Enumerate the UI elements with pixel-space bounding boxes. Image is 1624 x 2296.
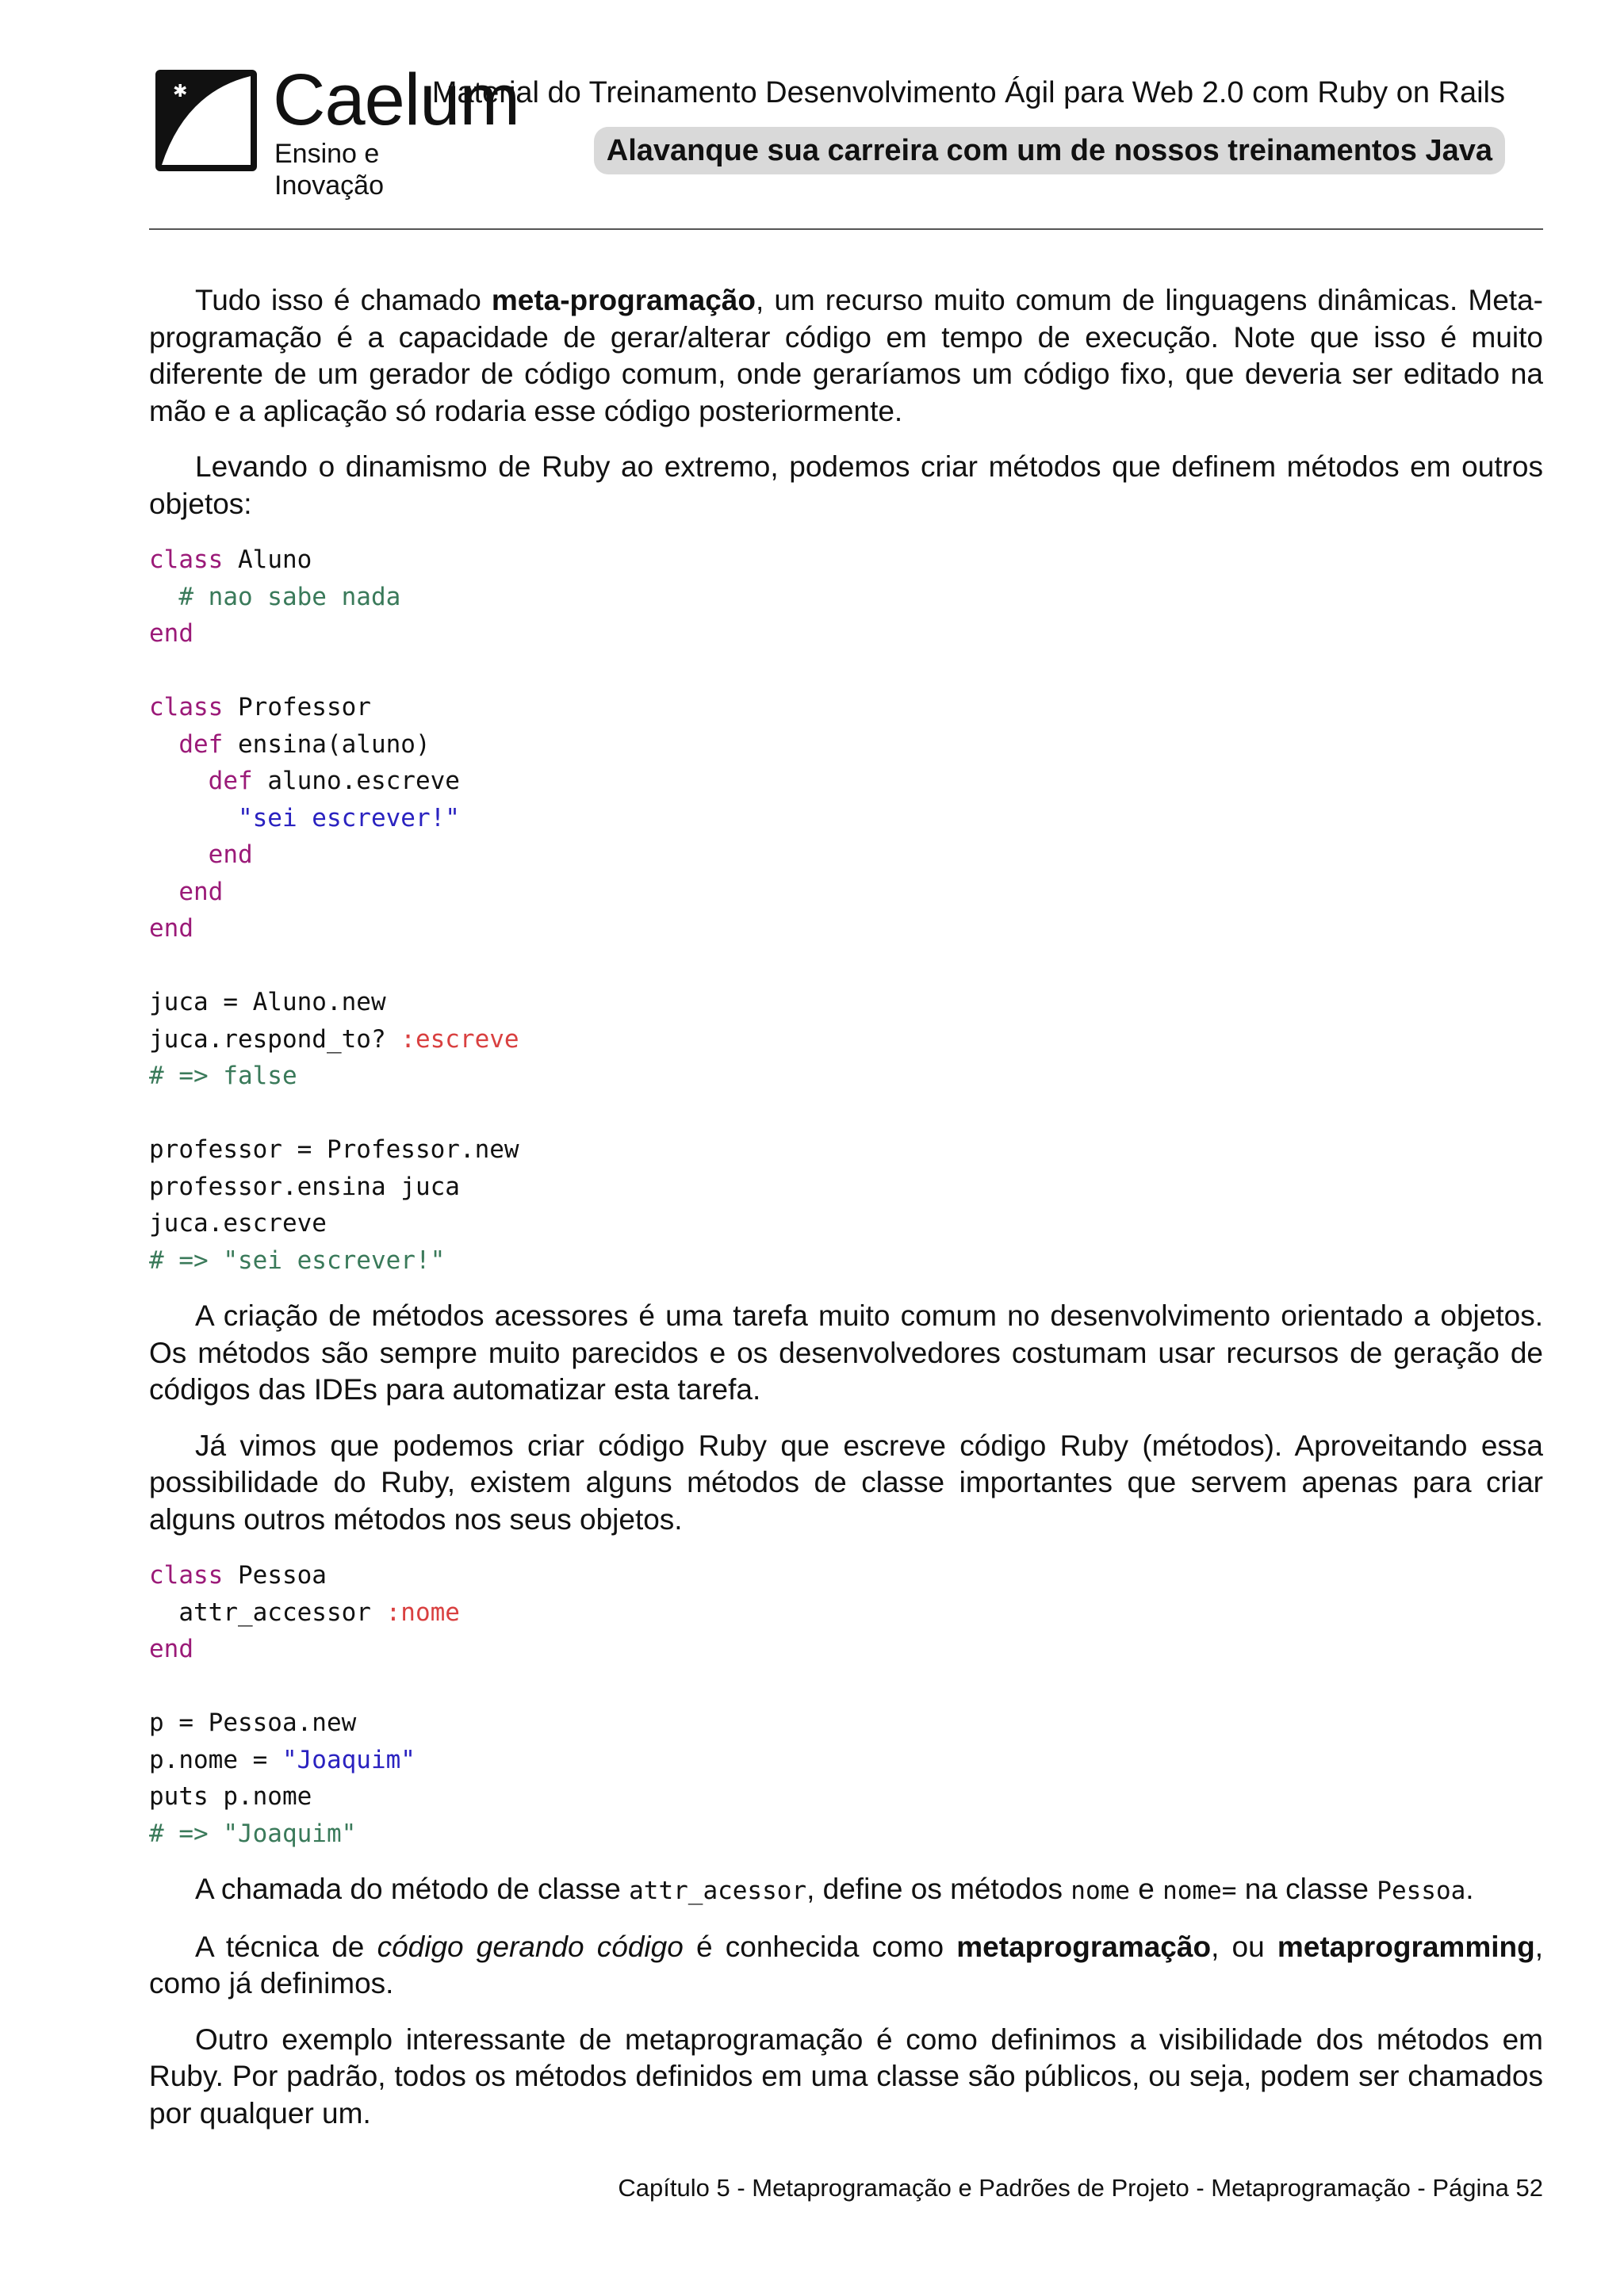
code-string: "Joaquim" — [282, 1745, 416, 1774]
paragraph-accessors: A criação de métodos acessores é uma tarefa muito comum no desenvolvimento orientado a objetos. Os métodos são sempre muito parecidos e os desenvolvedores costumam usar recursos de geração de códigos das IDEs para automatizar esta tarefa. — [149, 1299, 1543, 1406]
code-line — [149, 579, 1543, 616]
code-line — [149, 800, 1543, 837]
paragraph-metaprogramming-intro — [149, 282, 1543, 430]
bold-term: meta-programação — [491, 284, 756, 316]
page-content — [149, 282, 1543, 2151]
text-run: na classe — [1236, 1873, 1377, 1905]
code-comment: # => "sei escrever!" — [149, 1246, 446, 1275]
code-text — [149, 730, 178, 759]
code-comment: # => "Joaquim" — [149, 1819, 357, 1848]
code-keyword: end — [149, 1635, 193, 1663]
code-text — [149, 840, 209, 869]
text-run: , um recurso muito comum de linguagens dinâmicas. Meta-programação é a capacidade de gerar/alterar código em tempo de execução. Note que isso é muito diferente de um gerador de código comum, onde geraríamos um código fixo, que deveria ser editado na mão e a aplicação só rodaria esse código posteriormente. — [149, 284, 1543, 427]
promo-banner[interactable]: Alavanque sua carreira com um de nossos treinamentos Java — [594, 127, 1505, 174]
text-run: Tudo isso é chamado — [195, 284, 492, 316]
code-line — [149, 1631, 1543, 1668]
code-keyword: class — [149, 1561, 224, 1590]
code-line — [149, 1095, 1543, 1132]
code-line — [149, 763, 1543, 800]
code-line — [149, 541, 1543, 579]
code-text: juca.escreve — [149, 1209, 327, 1238]
code-line — [149, 726, 1543, 763]
code-line — [149, 836, 1543, 874]
code-text: juca.respond_to? — [149, 1024, 401, 1054]
text-run: A técnica de — [195, 1930, 377, 1963]
code-line — [149, 652, 1543, 690]
code-keyword: end — [149, 914, 193, 943]
page-footer: Capítulo 5 - Metaprogramação e Padrões de Projeto - Metaprogramação - Página 52 — [618, 2174, 1543, 2202]
code-symbol: :escreve — [400, 1024, 519, 1054]
code-text — [149, 878, 178, 906]
text-run: , como já definimos. — [149, 1930, 1543, 1999]
code-line — [149, 1205, 1543, 1242]
code-keyword: end — [208, 840, 253, 869]
bold-term: metaprogramming — [1277, 1930, 1535, 1963]
code-line — [149, 874, 1543, 911]
code-symbol: :nome — [385, 1598, 460, 1627]
code-keyword: def — [178, 729, 224, 759]
paragraph-visibility: Outro exemplo interessante de metaprogramação é como definimos a visibilidade dos métodos em Ruby. Por padrão, todos os métodos definidos em uma classe são públicos, ou seja, podem ser chamados por qualquer um. — [149, 2022, 1543, 2130]
code-line — [149, 1668, 1543, 1705]
document-title: Material do Treinamento Desenvolvimento Ágil para Web 2.0 com Ruby on Rails — [431, 76, 1505, 109]
logo-mark-icon — [155, 70, 257, 171]
code-line — [149, 1169, 1543, 1206]
svg-text:✱: ✱ — [173, 82, 188, 101]
italic-term: código gerando código — [377, 1930, 684, 1963]
code-text: professor = Professor.new — [149, 1135, 519, 1164]
inline-code: nome — [1071, 1877, 1130, 1905]
code-string: "sei escrever!" — [237, 803, 460, 832]
code-line — [149, 1816, 1543, 1853]
code-line — [149, 910, 1543, 947]
text-run: A chamada do método de classe — [195, 1873, 630, 1905]
code-comment: # => false — [149, 1062, 297, 1090]
code-text: juca = Aluno.new — [149, 988, 386, 1016]
page-header — [0, 0, 1624, 230]
code-block-pessoa — [149, 1557, 1543, 1852]
code-text: aluno.escreve — [252, 767, 460, 795]
paragraph-attr-accessor — [149, 1871, 1543, 1910]
inline-code: nome= — [1162, 1877, 1237, 1905]
bold-term: metaprogramação — [956, 1930, 1212, 1963]
code-text: professor.ensina juca — [149, 1172, 460, 1201]
code-text — [149, 767, 209, 795]
code-text: p.nome = — [149, 1745, 282, 1774]
code-line — [149, 1021, 1543, 1058]
code-text: ensina(aluno) — [223, 729, 431, 759]
code-line — [149, 1242, 1543, 1280]
inline-code: Pessoa — [1377, 1877, 1466, 1905]
code-line — [149, 1594, 1543, 1632]
code-text: Professor — [223, 693, 371, 721]
text-run: e — [1129, 1873, 1163, 1905]
logo-name: Caelum — [273, 59, 520, 140]
paragraph-dynamic-methods: Levando o dinamismo de Ruby ao extremo, podemos criar métodos que definem métodos em outros objetos: — [149, 450, 1543, 520]
code-text: puts p.nome — [149, 1782, 312, 1811]
code-line — [149, 984, 1543, 1021]
code-keyword: class — [149, 545, 224, 574]
code-line — [149, 1742, 1543, 1779]
code-block-aluno-professor — [149, 541, 1543, 1279]
code-comment: # nao sabe nada — [178, 582, 401, 611]
code-keyword: end — [178, 877, 224, 906]
paragraph-class-methods: Já vimos que podemos criar código Ruby que escreve código Ruby (métodos). Aproveitando essa possibilidade do Ruby, existem alguns métodos de classe importantes que servem apenas para criar alguns outros métodos nos seus objetos. — [149, 1429, 1543, 1536]
logo-tagline: Ensino e Inovação — [274, 139, 384, 201]
text-run: . — [1465, 1873, 1474, 1905]
header-divider — [149, 228, 1543, 230]
code-text: p = Pessoa.new — [149, 1709, 357, 1737]
code-line — [149, 689, 1543, 726]
code-line — [149, 1705, 1543, 1742]
code-line — [149, 1058, 1543, 1095]
text-run: , define os métodos — [806, 1873, 1071, 1905]
code-line — [149, 615, 1543, 652]
code-keyword: class — [149, 693, 224, 721]
code-text — [149, 583, 178, 611]
code-text: attr_accessor — [149, 1598, 386, 1627]
code-text: Aluno — [223, 545, 312, 574]
code-line — [149, 1778, 1543, 1816]
code-text — [149, 804, 238, 832]
code-keyword: end — [149, 619, 193, 648]
text-run: , ou — [1211, 1930, 1277, 1963]
inline-code: attr_acessor — [629, 1877, 807, 1905]
paragraph-code-generating-code — [149, 1929, 1543, 2003]
code-keyword: def — [208, 767, 253, 795]
code-text: Pessoa — [223, 1561, 327, 1590]
text-run: é conhecida como — [683, 1930, 957, 1963]
code-line — [149, 1557, 1543, 1594]
code-line — [149, 1131, 1543, 1169]
code-line — [149, 947, 1543, 985]
